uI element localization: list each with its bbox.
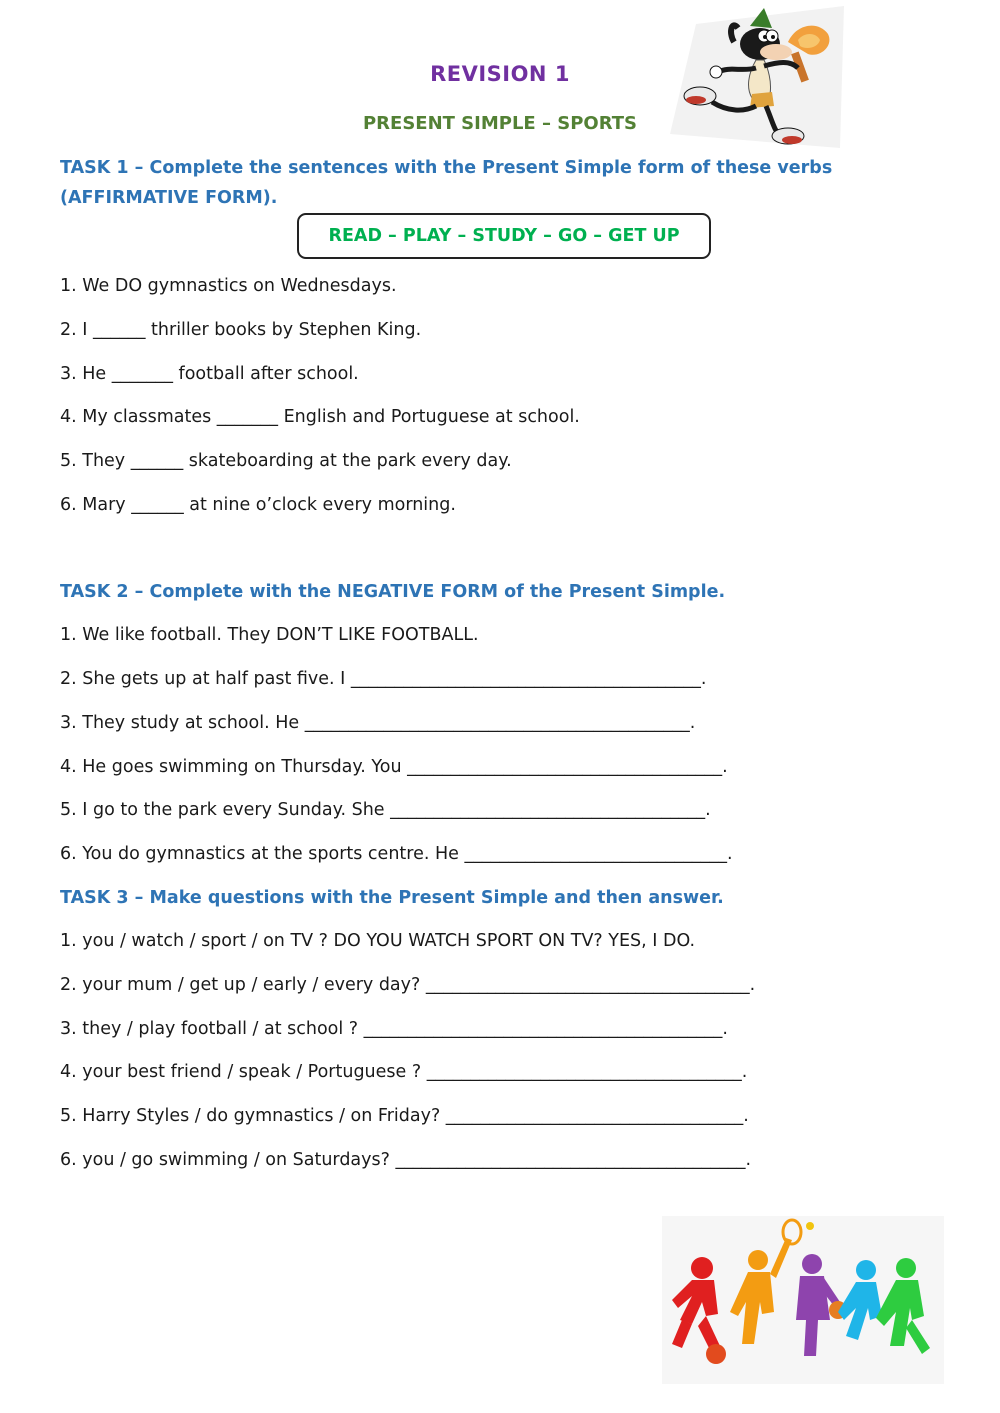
task1-item-4: 4. My classmates _______ English and Portuguese at school.	[60, 407, 580, 427]
task3-item-6: 6. you / go swimming / on Saturdays? ________________________________________.	[60, 1150, 752, 1170]
task2-item-1: 1. We like football. They DON’T LIKE FOOTBALL.	[60, 625, 479, 645]
task3-item-2: 2. your mum / get up / early / every day? _____________________________________.	[60, 975, 756, 995]
task2-item-5: 5. I go to the park every Sunday. She ____________________________________.	[60, 800, 711, 820]
task2-item-4: 4. He goes swimming on Thursday. You ____________________________________.	[60, 757, 728, 777]
task1-item-2: 2. I ______ thriller books by Stephen King.	[60, 320, 422, 340]
task1-item-3: 3. He _______ football after school.	[60, 364, 359, 384]
task2-heading: TASK 2 – Complete with the NEGATIVE FORM of the Present Simple.	[60, 582, 726, 602]
sports-silhouettes-illustration	[662, 1216, 944, 1384]
page-subtitle: PRESENT SIMPLE – SPORTS	[362, 113, 638, 134]
task3-heading: TASK 3 – Make questions with the Present Simple and then answer.	[60, 888, 724, 908]
task2-item-3: 3. They study at school. He ____________________________________________.	[60, 713, 696, 733]
task3-item-1: 1. you / watch / sport / on TV ? DO YOU WATCH SPORT ON TV? YES, I DO.	[60, 931, 696, 951]
task3-item-4: 4. your best friend / speak / Portuguese ? ____________________________________.	[60, 1062, 748, 1082]
verb-list: READ – PLAY – STUDY – GO – GET UP	[328, 226, 680, 246]
task2-item-2: 2. She gets up at half past five. I ________________________________________.	[60, 669, 707, 689]
task1-item-5: 5. They ______ skateboarding at the park every day.	[60, 451, 512, 471]
task3-item-3: 3. they / play football / at school ? _________________________________________.	[60, 1019, 728, 1039]
page-title: REVISION 1	[430, 62, 570, 86]
task2-item-6: 6. You do gymnastics at the sports centre. He ______________________________.	[60, 844, 733, 864]
goofy-runner-illustration	[668, 2, 848, 152]
task3-item-5: 5. Harry Styles / do gymnastics / on Friday? __________________________________.	[60, 1106, 749, 1126]
task1-heading	[60, 153, 940, 213]
verb-box	[297, 213, 711, 259]
task1-item-6: 6. Mary ______ at nine o’clock every morning.	[60, 495, 456, 515]
task1-heading-line2: (AFFIRMATIVE FORM).	[60, 188, 278, 208]
task1-heading-line1: TASK 1 – Complete the sentences with the Present Simple form of these verbs	[60, 158, 833, 178]
task1-item-1: 1. We DO gymnastics on Wednesdays.	[60, 276, 397, 296]
